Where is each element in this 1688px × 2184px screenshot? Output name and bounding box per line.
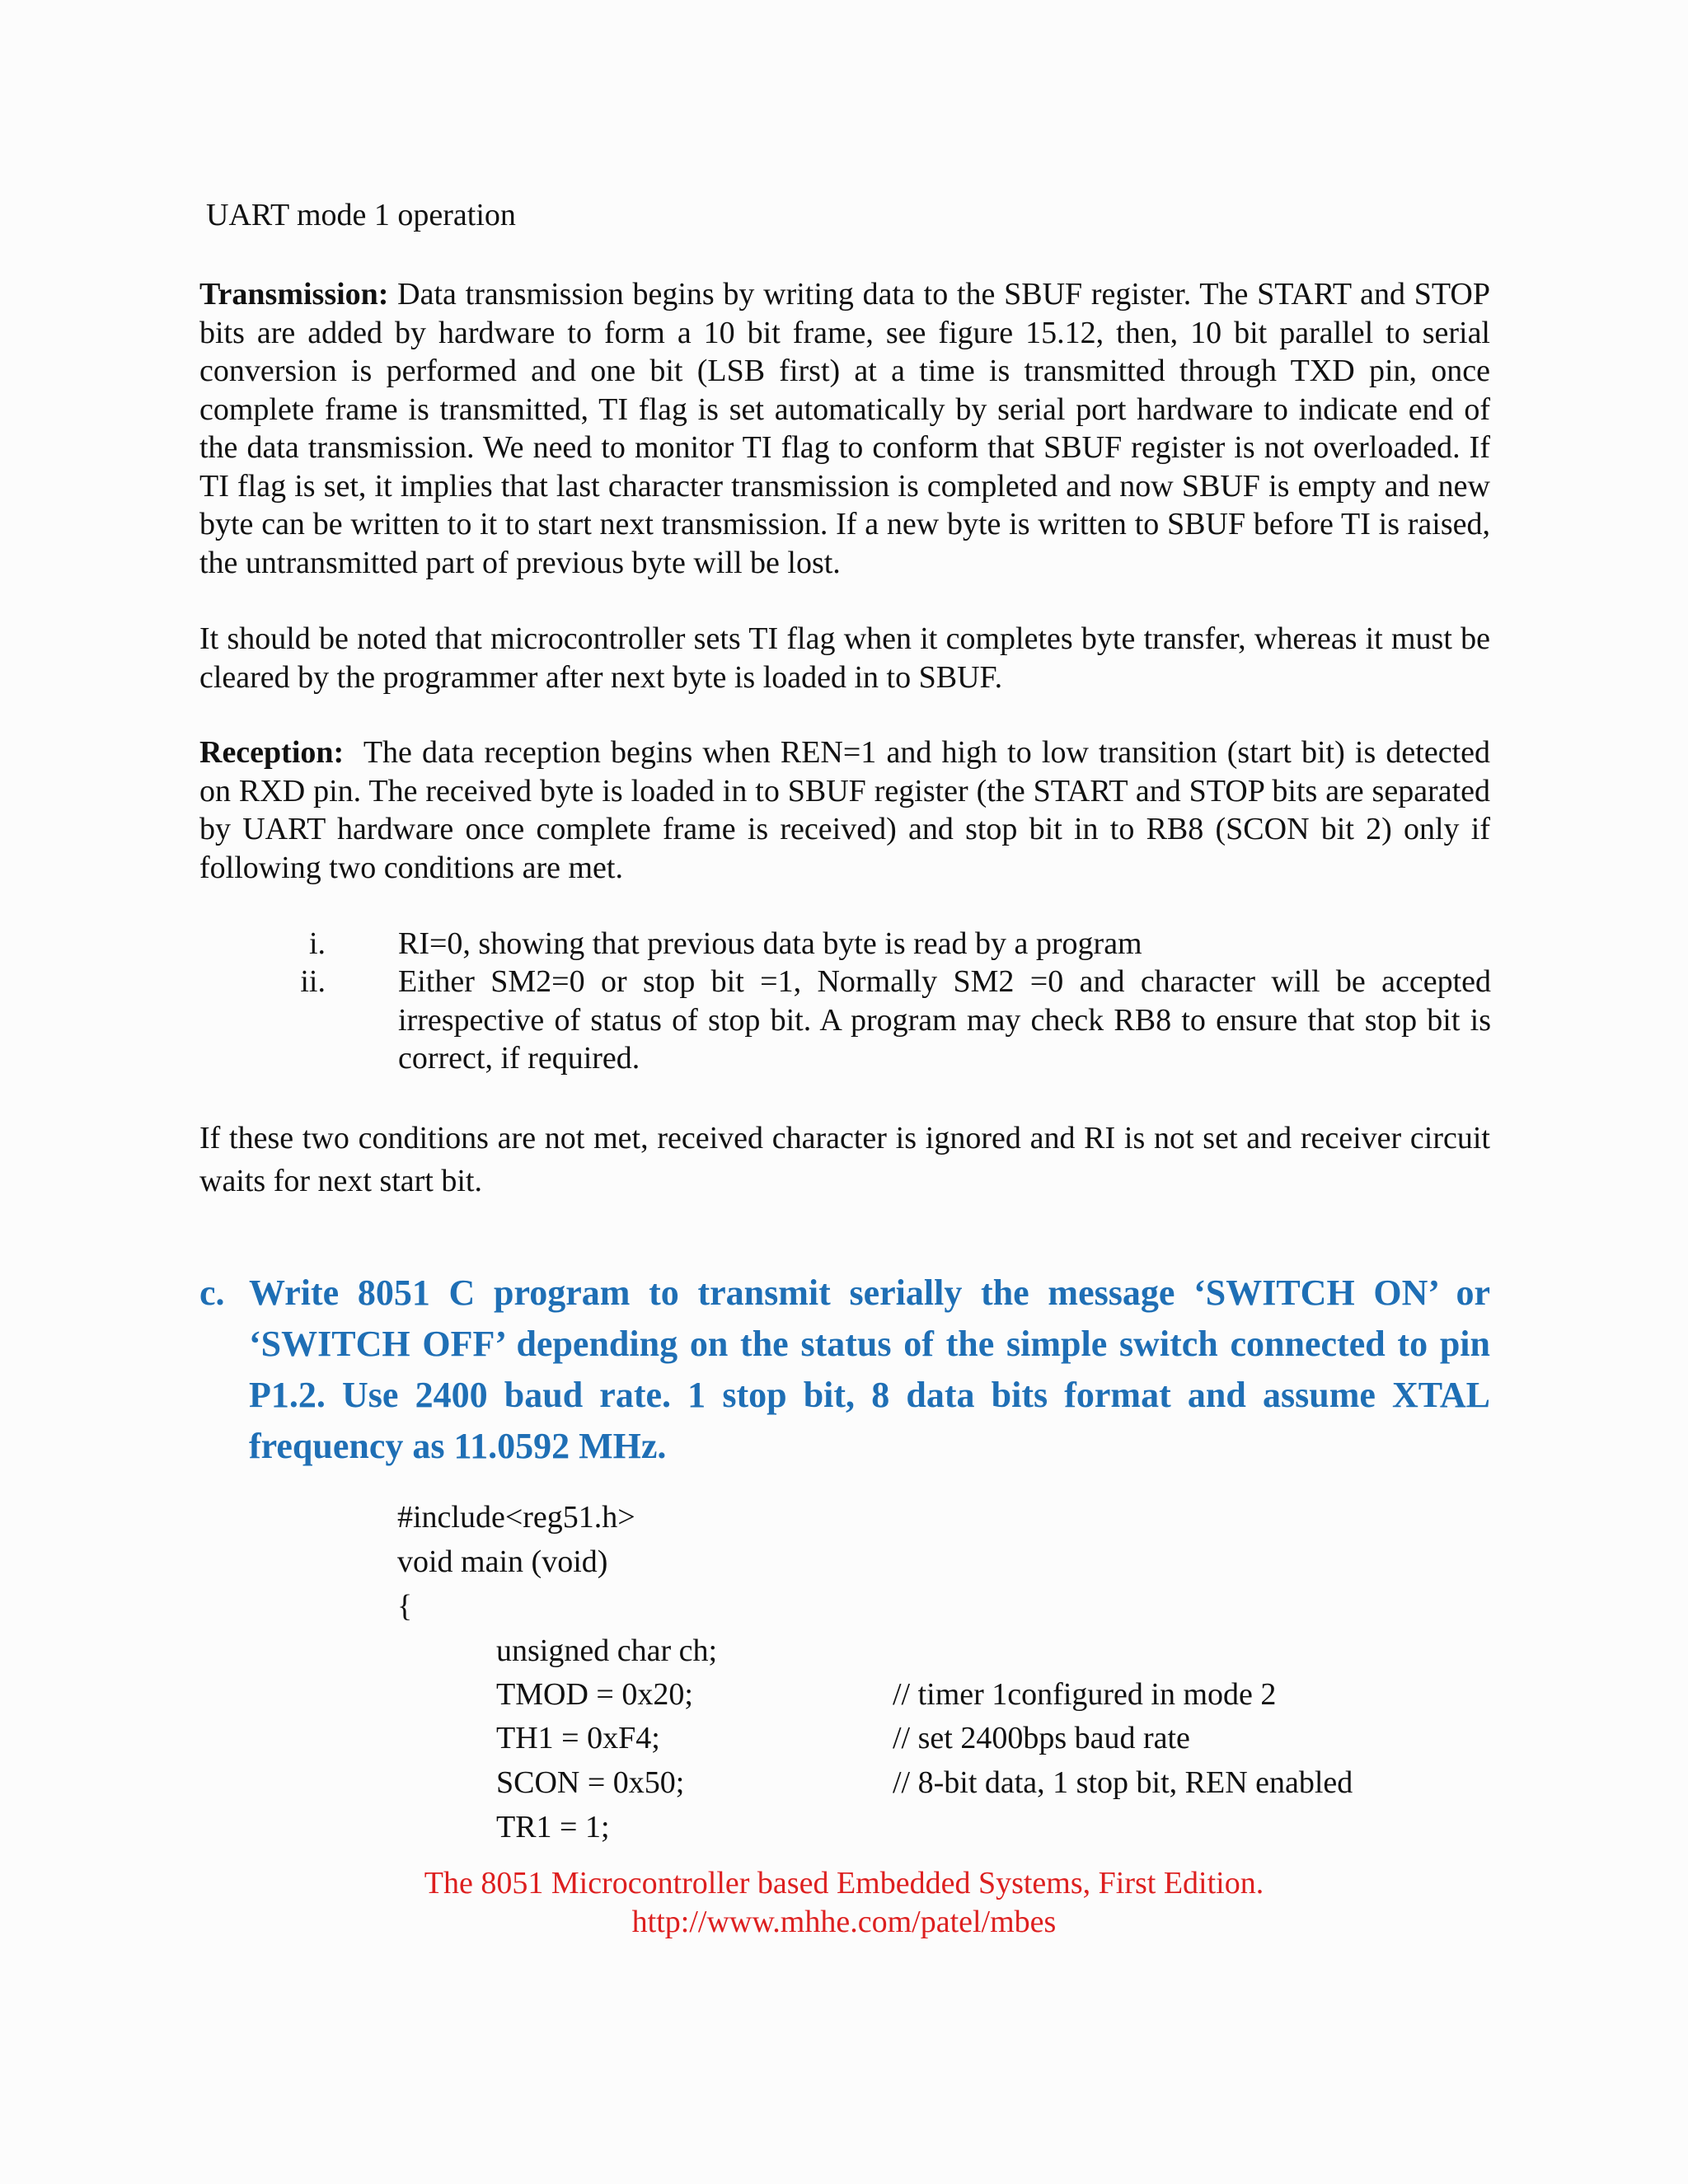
code-open-brace: {: [397, 1589, 413, 1624]
reception-label: Reception:: [199, 735, 345, 770]
code-include-line: #include<reg51.h>: [397, 1500, 635, 1535]
transmission-text: Data transmission begins by writing data to the SBUF register. The START and STOP bits are added by hardware to form a 10 bit frame, see figure 15.12, then, 10 bit parallel to serial conversion is performed and one bit (LSB first) at a time is transmitted through TXD pin, once complete frame is transmitted, TI flag is set automatically by serial port hardware to indicate end of the data transmission. We need to monitor TI flag to conform that SBUF register is not overloaded. If TI flag is set, it implies that last character transmission is completed and now SBUF is empty and new byte can be written to it to start next transmission. If a new byte is written to SBUF before TI is raised, the untransmitted part of previous byte will be lost.: [199, 277, 1490, 580]
code-tmod-comment: // timer 1configured in mode 2: [893, 1677, 1277, 1712]
footer-book-title: The 8051 Microcontroller based Embedded Systems, First Edition.: [424, 1866, 1264, 1900]
section-title: UART mode 1 operation: [206, 198, 516, 232]
condition-number: i.: [308, 926, 326, 961]
code-tmod-line: TMOD = 0x20;: [496, 1677, 693, 1712]
condition-text: Either SM2=0 or stop bit =1, Normally SM2 =0 and character will be accepted irrespective of status of stop bit. A program may check RB8 to ensure that stop bit is correct, if required.: [398, 964, 1491, 1076]
condition-text: RI=0, showing that previous data byte is read by a program: [398, 926, 1142, 961]
ti-note-paragraph: It should be noted that microcontroller sets TI flag when it completes byte transfer, whereas it must be cleared by the programmer after next byte is loaded in to SBUF.: [199, 621, 1490, 695]
code-th1-line: TH1 = 0xF4;: [496, 1721, 660, 1755]
code-scon-line: SCON = 0x50;: [496, 1765, 685, 1800]
footer-url-link[interactable]: http://www.mhhe.com/patel/mbes: [631, 1905, 1057, 1939]
conditions-note-paragraph: If these two conditions are not met, received character is ignored and RI is not set and receiver circuit waits for next start bit.: [199, 1121, 1490, 1198]
question-letter: c.: [199, 1272, 225, 1313]
code-main-decl-line: void main (void): [397, 1544, 608, 1579]
condition-number: ii.: [300, 964, 326, 999]
code-tr1-line: TR1 = 1;: [496, 1810, 610, 1844]
transmission-paragraph: [199, 275, 1490, 582]
code-th1-comment: // set 2400bps baud rate: [893, 1721, 1190, 1755]
reception-paragraph: [199, 733, 1498, 887]
code-scon-comment: // 8-bit data, 1 stop bit, REN enabled: [893, 1765, 1353, 1800]
code-decl-line: unsigned char ch;: [496, 1633, 718, 1668]
transmission-label: Transmission:: [199, 277, 389, 312]
question-text: Write 8051 C program to transmit serially the message ‘SWITCH ON’ or ‘SWITCH OFF’ depending on the status of the simple switch connected to pin P1.2. Use 2400 baud rate. 1 stop bit, 8 data bits format and assume XTAL frequency as 11.0592 MHz.: [249, 1272, 1490, 1466]
reception-text: The data reception begins when REN=1 and high to low transition (start bit) is detected on RXD pin. The received byte is loaded in to SBUF register (the START and STOP bits are separated by UART hardware once complete frame is received) and stop bit in to RB8 (SCON bit 2) only if following two conditions are met.: [199, 735, 1498, 885]
